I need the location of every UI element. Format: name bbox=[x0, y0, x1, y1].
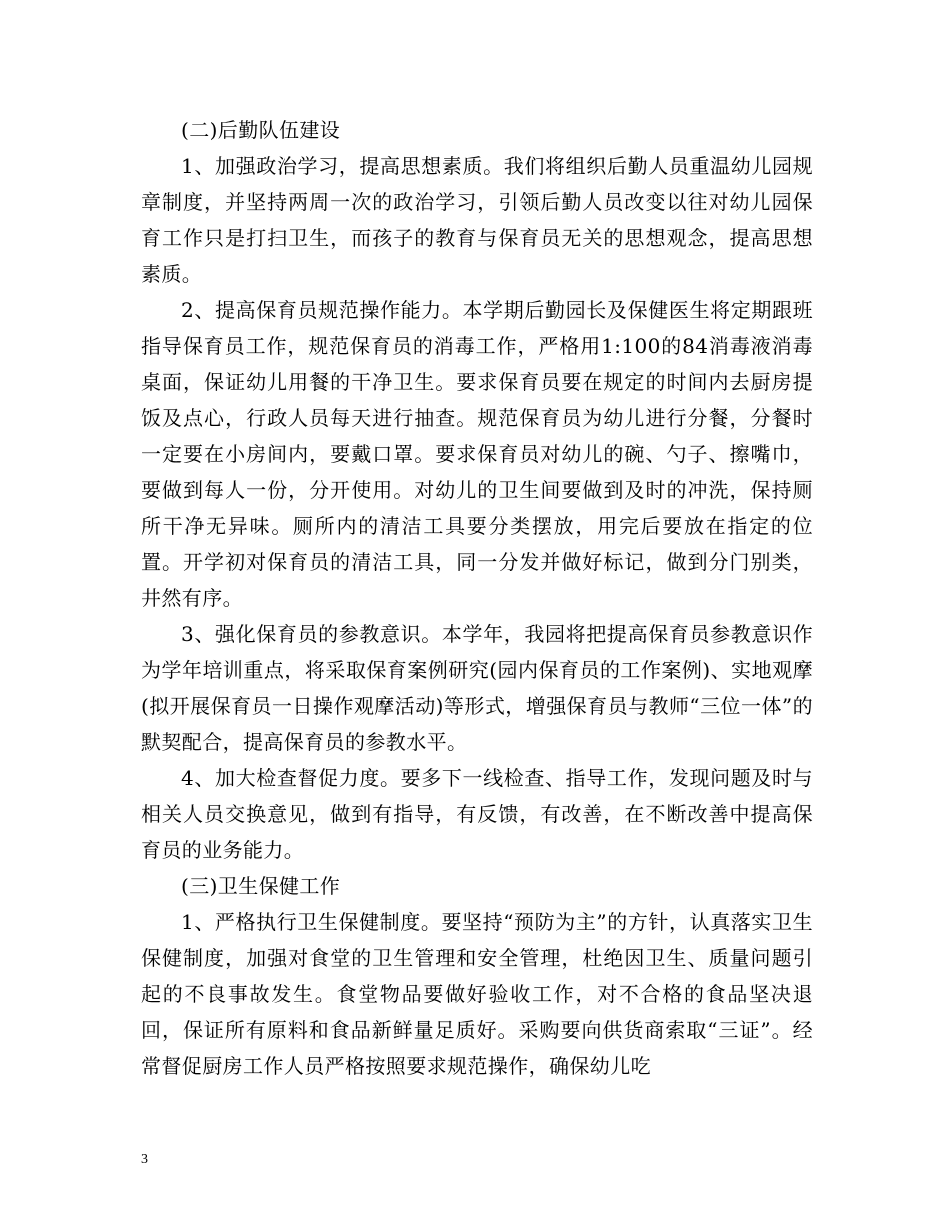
paragraph-standard-operations: 2、提高保育员规范操作能力。本学期后勤园长及保健医生将定期跟班指导保育员工作，规范保育员的消毒工作，严格用1:100的84消毒液消毒桌面，保证幼儿用餐的干净卫生。要求保育员要在规定的时间内去厨房提饭及点心，行政人员每天进行抽查。规范保育员为幼儿进行分餐，分餐时一定要在小房间内，要戴口罩。要求保育员对幼儿的碗、勺子、擦嘴巾，要做到每人一份，分开使用。对幼儿的卫生间要做到及时的冲洗，保持厕所干净无异味。厕所内的清洁工具要分类摆放，用完后要放在指定的位置。开学初对保育员的清洁工具，同一分发并做好标记，做到分门别类，井然有序。 bbox=[141, 298, 813, 610]
section-heading-logistics-team: (二)后勤队伍建设 bbox=[181, 118, 341, 142]
page-number: 3 bbox=[141, 1152, 148, 1167]
paragraph-teaching-awareness: 3、强化保育员的参教意识。本学年，我园将把提高保育员参教意识作为学年培训重点，将采取保育案例研究(园内保育员的工作案例)、实地观摩(拟开展保育员一日操作观摩活动)等形式，增强保育员与教师“三位一体”的默契配合，提高保育员的参教水平。 bbox=[141, 622, 813, 754]
document-body bbox=[141, 112, 813, 1084]
paragraph-inspection: 4、加大检查督促力度。要多下一线检查、指导工作，发现问题及时与相关人员交换意见，做到有指导，有反馈，有改善，在不断改善中提高保育员的业务能力。 bbox=[141, 766, 813, 862]
paragraph-health-system: 1、严格执行卫生保健制度。要坚持“预防为主”的方针，认真落实卫生保健制度，加强对食堂的卫生管理和安全管理，杜绝因卫生、质量问题引起的不良事故发生。食堂物品要做好验收工作，对不合格的食品坚决退回，保证所有原料和食品新鲜量足质好。采购要向供货商索取“三证”。经常督促厨房工作人员严格按照要求规范操作，确保幼儿吃 bbox=[141, 910, 813, 1078]
section-heading-health-care: (三)卫生保健工作 bbox=[181, 874, 341, 898]
paragraph-political-study: 1、加强政治学习，提高思想素质。我们将组织后勤人员重温幼儿园规章制度，并坚持两周一次的政治学习，引领后勤人员改变以往对幼儿园保育工作只是打扫卫生，而孩子的教育与保育员无关的思想观念，提高思想素质。 bbox=[141, 154, 813, 286]
